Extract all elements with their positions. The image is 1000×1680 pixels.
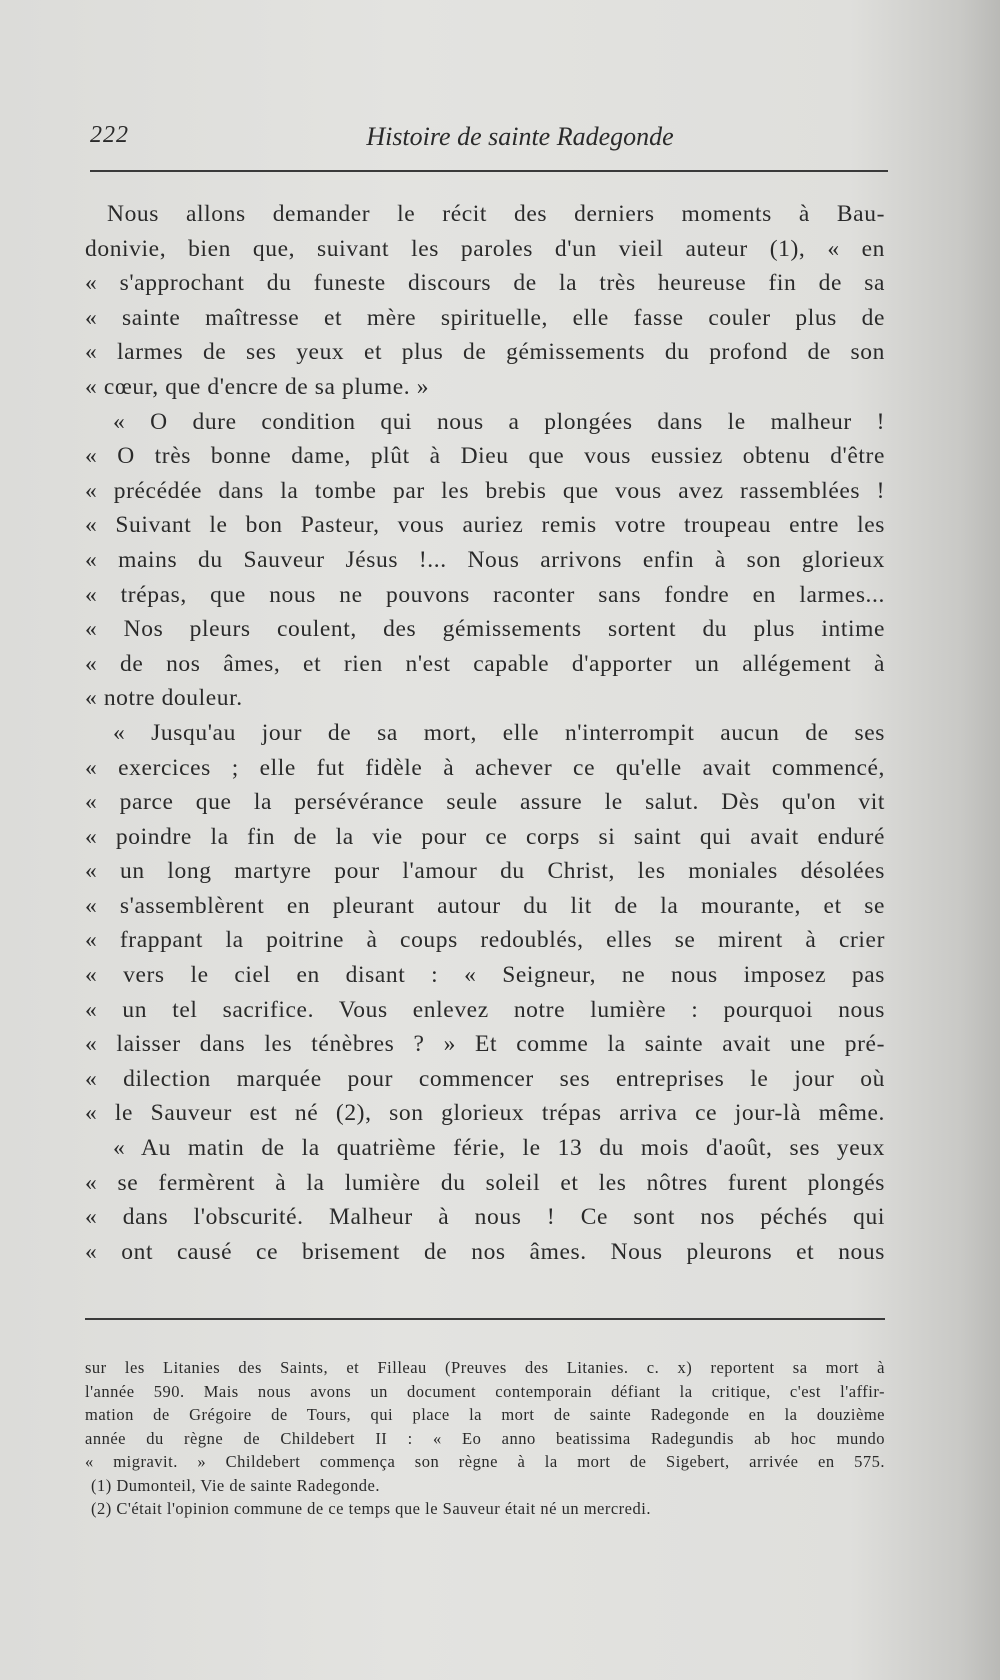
text-line: « O très bonne dame, plût à Dieu que vous eussiez obtenu d'être: [85, 443, 885, 470]
text-line: « Jusqu'au jour de sa mort, elle n'interrompit aucun de ses: [113, 719, 885, 746]
footnote-2: (2) C'était l'opinion commune de ce temps que le Sauveur était né un mercredi.: [91, 1499, 651, 1518]
text-line: « frappant la poitrine à coups redoublés, elles se mirent à crier: [85, 927, 885, 954]
text-line: « poindre la fin de la vie pour ce corps si saint qui avait enduré: [85, 823, 885, 850]
text-line: « Au matin de la quatrième férie, le 13 du mois d'août, ses yeux: [113, 1135, 885, 1162]
page-number: 222: [90, 122, 129, 148]
text-line: « Nos pleurs coulent, des gémissements sortent du plus intime: [85, 616, 885, 643]
footnote-line: l'année 590. Mais nous avons un document contemporain défiant la critique, c'est l'affir-: [85, 1381, 885, 1401]
footnote-line: « migravit. » Childebert commença son règne à la mort de Sigebert, arrivée en 575.: [85, 1452, 885, 1471]
footnote-line: mation de Grégoire de Tours, qui place la mort de sainte Radegonde en la douzième: [85, 1405, 885, 1424]
text-line: « dilection marquée pour commencer ses entreprises le jour où: [85, 1065, 885, 1092]
body-text: [85, 197, 885, 1269]
header-rule: [90, 170, 888, 172]
text-line: « se fermèrent à la lumière du soleil et les nôtres furent plongés: [85, 1169, 885, 1196]
text-line: « un tel sacrifice. Vous enlevez notre lumière : pourquoi nous: [85, 996, 885, 1023]
text-line: « sainte maîtresse et mère spirituelle, elle fasse couler plus de: [85, 304, 885, 331]
footnotes: [85, 1356, 885, 1521]
page-header: [90, 122, 890, 162]
text-line: donivie, bien que, suivant les paroles d'un vieil auteur (1), « en: [85, 235, 885, 262]
footnote-1: (1) Dumonteil, Vie de sainte Radegonde.: [91, 1475, 381, 1495]
text-line: « précédée dans la tombe par les brebis que vous avez rassemblées !: [85, 477, 885, 504]
text-line: « ont causé ce brisement de nos âmes. Nous pleurons et nous: [85, 1238, 885, 1265]
text-line: « notre douleur.: [85, 685, 243, 712]
text-line: « s'approchant du funeste discours de la très heureuse fin de sa: [85, 270, 885, 297]
text-line: « le Sauveur est né (2), son glorieux trépas arriva ce jour-là même.: [85, 1100, 885, 1127]
footnote-line: année du règne de Childebert II : « Eo anno beatissima Radegundis ab hoc mundo: [85, 1428, 885, 1448]
text-line: « un long martyre pour l'amour du Christ, les moniales désolées: [85, 858, 885, 885]
text-line: « Suivant le bon Pasteur, vous auriez remis votre troupeau entre les: [85, 512, 885, 539]
text-line: « laisser dans les ténèbres ? » Et comme la sainte avait une pré-: [85, 1031, 885, 1058]
footnote-line: sur les Litanies des Saints, et Filleau (Preuves des Litanies. c. x) reportent sa mort à: [85, 1358, 885, 1377]
text-line: « dans l'obscurité. Malheur à nous ! Ce sont nos péchés qui: [85, 1204, 885, 1231]
text-line: « O dure condition qui nous a plongées dans le malheur !: [113, 408, 885, 435]
footnote-rule: [85, 1318, 885, 1320]
text-line: « larmes de ses yeux et plus de gémissements du profond de son: [85, 339, 885, 366]
text-line: « parce que la persévérance seule assure le salut. Dès qu'on vit: [85, 789, 885, 816]
text-line: « mains du Sauveur Jésus !... Nous arrivons enfin à son glorieux: [85, 546, 885, 573]
text-line: « exercices ; elle fut fidèle à achever ce qu'elle avait commencé,: [85, 754, 885, 781]
text-line: « cœur, que d'encre de sa plume. »: [85, 373, 430, 400]
text-line: « vers le ciel en disant : « Seigneur, ne nous imposez pas: [85, 962, 885, 989]
text-line: « trépas, que nous ne pouvons raconter sans fondre en larmes...: [85, 581, 885, 608]
text-line: « de nos âmes, et rien n'est capable d'apporter un allégement à: [85, 650, 885, 677]
running-title: Histoire de sainte Radegonde: [366, 122, 674, 151]
text-line: « s'assemblèrent en pleurant autour du lit de la mourante, et se: [85, 892, 885, 919]
text-line: Nous allons demander le récit des derniers moments à Bau-: [107, 201, 885, 227]
